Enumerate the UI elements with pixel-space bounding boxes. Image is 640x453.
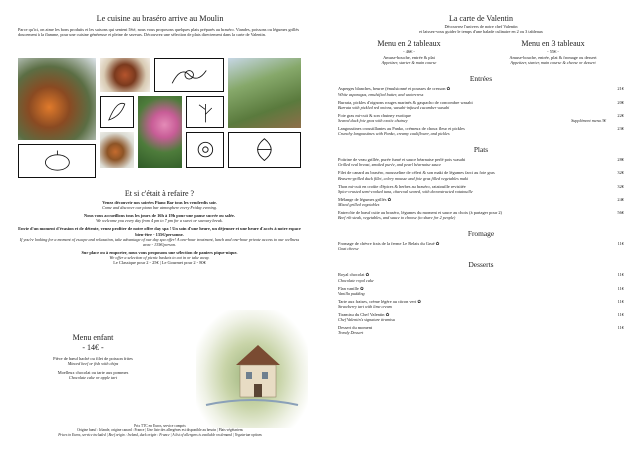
menu-title: Menu en 2 tableaux [377, 39, 441, 49]
item-name: Filet de canard au braséro, mousseline de céleri & son maki de légumes farci au foie gras [338, 170, 495, 176]
menu-3-tableaux [488, 39, 618, 65]
menu-desc-en: Appetizer, starter & main course [381, 60, 437, 66]
menu-desc: Amuse-bouche, entrée, plat & fromage ou dessert [509, 55, 597, 61]
item-name: Flan vanille ✿ [338, 285, 364, 291]
menu-item [338, 86, 624, 96]
item-name: Foie gras mi-cuit & son chutney exotique [338, 112, 411, 118]
item-name-en: Trendy Dessert [338, 330, 364, 336]
photo-grid [18, 58, 301, 178]
menu-item [338, 299, 624, 309]
item-name: Royal chocolat ✿ [338, 272, 370, 278]
section-title-desserts: Desserts [468, 260, 494, 270]
valentin-menu-title: La carte de Valentin [448, 14, 514, 23]
kids-menu-price: - 14€ - [82, 343, 104, 352]
right-page [320, 0, 640, 453]
valentin-subtitle-2: et laissez-vous guider le temps d'une balade culinaire en 2 ou 3 tableaux [419, 29, 543, 35]
artichoke-sketch-icon [228, 132, 301, 168]
item-price: 11€ [617, 241, 624, 247]
menu-item [338, 210, 624, 220]
menu-desc-en: Appetizer, starter, main course & cheese or dessert [510, 60, 596, 66]
kids-menu [18, 333, 168, 384]
grilled-meat-photo [100, 58, 150, 92]
item-name-en: Goat cheese [338, 246, 359, 252]
menu-desc: Amuse-bouche, entrée & plat [383, 55, 435, 61]
item-price: 22€ [617, 112, 624, 118]
footer-price-note: Prix TTC en Euros, service compris [134, 424, 186, 428]
item-price: 32€ [617, 170, 624, 176]
item-name-en: Chef Valentin's signature tiramisu [338, 317, 395, 323]
menu-item [338, 126, 624, 136]
menu-item [338, 312, 624, 322]
set-menus [338, 39, 624, 65]
item-name: Langoustines croustillantes au Panko, crémeux de choux fleur et pickles [338, 126, 465, 132]
footer-origin-note: Origine bœuf : Irlande, origine canard : France | Une liste des allergènes est disponible au besoin | Plats végétariens [77, 428, 243, 433]
section-title-fromage: Fromage [467, 229, 495, 239]
day-spa-text: Envie d'un moment d'évasion et de détente, venez profiter de notre offre day spa ! Un soin d'une heure, un déjeuner et une heure d'accès à notre espace bien-être - 135€/personne. [18, 226, 301, 237]
item-price: 21€ [617, 86, 624, 92]
kids-item-1: Pièce de bœuf haché ou filet de poisson frites [53, 356, 133, 361]
kids-item-1-en: Minced beef or fish with chips [67, 361, 119, 367]
brasero-title: Le cuisine au braséro arrive au Moulin [96, 14, 224, 23]
valentin-subtitle-1: Découvrez l'univers de notre chef Valentin [444, 24, 518, 29]
item-name-en: Chocolate royal cake [338, 277, 374, 283]
item-name: Entrecôte de bœuf cuite au braséro, légumes du moment et sauce au choix (à partager pour 2) [338, 210, 502, 216]
menu-title: Menu en 3 tableaux [521, 39, 585, 49]
item-name-en: Mixed grilled vegetables [338, 202, 380, 208]
leaf-sketch-icon [100, 96, 134, 128]
item-price: 20€ [617, 99, 624, 105]
item-name: Asperges blanches, beurre (émulsionné et pousses de cresson ✿ [338, 86, 451, 92]
item-name-en: Strawberry tart with lime cream [338, 304, 392, 310]
menu-item [338, 100, 624, 110]
kids-item-2-en: Chocolate cake or apple tart [68, 375, 118, 381]
item-price: 11€ [617, 272, 624, 278]
item-name-en: Spice-crusted semi-cooked tuna, charcoal seared, with deconstructed ratatouille [338, 188, 473, 194]
item-name-en: Vanilla pudding [338, 290, 365, 296]
piano-bar-text: Venez découvrir nos soirées Piano Bar tous les vendredis soir. [102, 200, 217, 205]
picnic-text-en: We offer a selection of picnic baskets to eat in or take away. [109, 255, 210, 261]
garden-flower-photo [138, 96, 182, 168]
kids-menu-title: Menu enfant [72, 333, 114, 342]
section-title-entrees: Entrées [469, 74, 493, 84]
piano-bar-text-en: Come and discover our piano bar atmosphere every Friday evening. [102, 205, 217, 211]
item-name: Burrata, pickles d'oignons rouges marinés & gaspacho de concombre wasabi [338, 99, 473, 105]
day-spa-text-en: If you're looking for a moment of escape and relaxation, take advantage of our day spa offer! A one-hour treatment, lunch and one-hour private access to our wellness area - 135€/person. [19, 236, 300, 247]
menu-supplement: Supplément menu 3€ [571, 118, 606, 124]
item-price: 23€ [617, 126, 624, 132]
menu-item [338, 113, 624, 123]
menu-item [338, 241, 624, 251]
kids-item-2: Moelleux chocolat ou tarte aux pommes [57, 370, 129, 376]
item-name-en: Seared duck foie gras with exotic chutney [338, 118, 408, 124]
item-price: 11€ [617, 325, 624, 331]
menu-item [338, 157, 624, 167]
footer-notes [14, 424, 306, 437]
brasero-fire-photo [18, 58, 96, 140]
terrace-table-photo [228, 58, 301, 128]
item-name: Tiramisu du Chef Valentin ✿ [338, 312, 390, 318]
item-name-en: White asparagus, emulsified butter, and watercress [338, 91, 424, 97]
item-price: 28€ [617, 157, 624, 163]
menu-item [338, 197, 624, 207]
grilled-skewer-photo [100, 132, 134, 168]
item-price: 24€ [617, 196, 624, 202]
again-title: Et si c'était à refaire ? [124, 189, 195, 198]
again-section [18, 189, 301, 265]
section-title-plats: Plats [473, 145, 489, 155]
menu-item [338, 286, 624, 296]
flower-sketch-icon [154, 58, 224, 92]
menu-price: - 55€ - [547, 49, 559, 55]
menu-price: - 46€ - [403, 49, 415, 55]
picnic-text: Sur place ou à emporter, nous vous proposons une sélection de paniers pique-nique. [81, 249, 238, 255]
footer-origin-note-en: Prices in Euros, service included | Beef origin : Ireland, duck origin : France | A list of allergens is available on demand | Vegetarian options [58, 432, 262, 437]
spice-sketch-icon [186, 132, 224, 168]
item-name: Thon mi-cuit en croûte d'épices & herbes au braséro, ratatouille revisitée [338, 183, 466, 189]
garlic-sketch-icon [18, 144, 96, 178]
mill-watercolor-image [196, 310, 308, 428]
item-name-en: Burrata with pickled red onions, wasabi-infused cucumber wasabi [338, 104, 450, 110]
item-name: Poitrine de veau grillée, purée fumé et sauce béarnaise perlé pois wasabi [338, 157, 466, 163]
item-name: Tarte aux fraises, crème légère au citron vert ✿ [338, 298, 421, 304]
brasero-intro: Parce qu'ici, on aime les bons produits et les saisons qui sentent l'été, nous vous proposons quelques plats préparés au braséro. Viandes, poissons ou légumes grillés doucement à la flamme, pour une cuisine généreuse et pleine de saveurs. Découvrez une sélection de plats directement dans la carte de Valentin. [18, 27, 300, 38]
item-name: Mélange de légumes grillés ✿ [338, 196, 392, 202]
picnic-baskets: Le Classique pour 2 - 25€ | Le Gourmet pour 2 - 80€ [113, 260, 206, 266]
item-price: 32€ [617, 183, 624, 189]
menu-2-tableaux [344, 39, 474, 65]
item-price: 11€ [617, 312, 624, 318]
item-name-en: Crunchy langoustines with Panko, creamy cauliflower, and pickles [338, 131, 450, 137]
item-name-en: Brasero-grilled duck fillet, celery mousse and foie gras filled vegetables maki [338, 175, 468, 181]
item-price: 11€ [617, 298, 624, 304]
item-name-en: Beef rib steak, vegetables, and sauce to choose (to share for 2 people) [338, 215, 456, 221]
item-price: 56€ [617, 210, 624, 216]
item-name: Fromage de chèvre frais de la ferme Le Relais du Grué ✿ [338, 241, 440, 247]
menu-item [338, 170, 624, 180]
tea-break-text: Nous vous accueillons tous les jours de 16h à 19h pour une pause sucrée ou salée. [84, 213, 235, 219]
menu-item [338, 325, 624, 335]
tea-break-text-en: We welcome you every day from 4 pm to 7 pm for a sweet or savoury break. [96, 218, 223, 224]
menu-item [338, 272, 624, 282]
item-name: Dessert du moment [338, 325, 373, 331]
menu-item [338, 184, 624, 194]
herb-sketch-icon [186, 96, 224, 128]
item-price: 11€ [617, 285, 624, 291]
item-name-en: Grilled veal breast, smoked purée, and pearl béarnaise sauce [338, 162, 442, 168]
